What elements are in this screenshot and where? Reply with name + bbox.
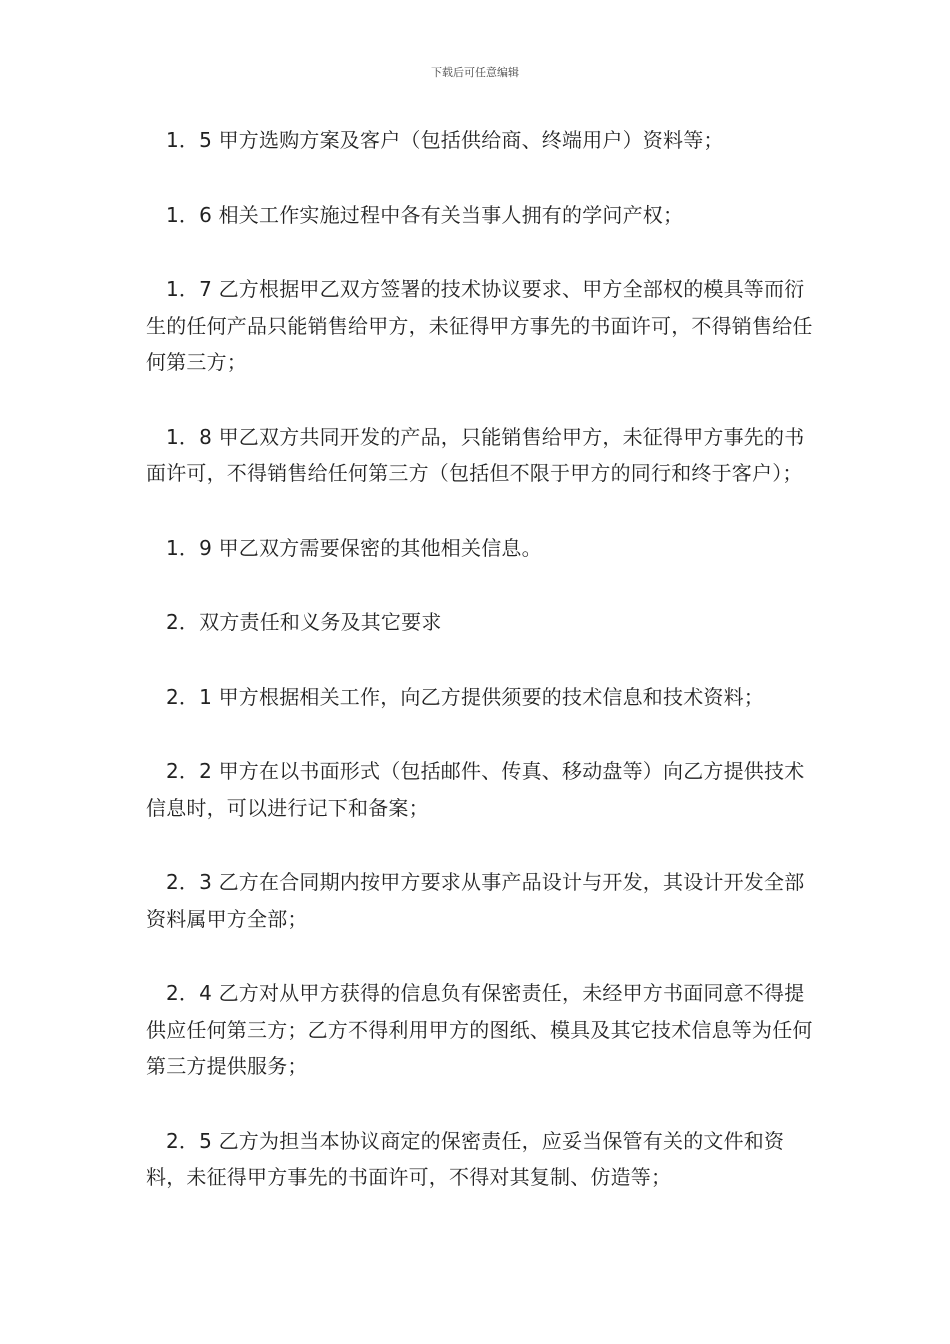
- clause-1-7: 1．7 乙方根据甲乙双方签署的技术协议要求、甲方全部权的模具等而衍生的任何产品只能销售给甲方，未征得甲方事先的书面许可，不得销售给任何第三方；: [146, 277, 813, 374]
- section-2-heading: 2．双方责任和义务及其它要求: [166, 610, 442, 634]
- clause-1-6: 1．6 相关工作实施过程中各有关当事人拥有的学问产权；: [166, 202, 684, 227]
- clause-1-9: 1．9 甲乙双方需要保密的其他相关信息。: [166, 535, 542, 560]
- clause-2-4: 2．4 乙方对从甲方获得的信息负有保密责任，未经甲方书面同意不得提供应任何第三方；乙方不得利用甲方的图纸、模具及其它技术信息等为任何第三方提供服务；: [146, 981, 813, 1078]
- clause-2-2: 2．2 甲方在以书面形式（包括邮件、传真、移动盘等）向乙方提供技术信息时，可以进行记下和备案；: [146, 759, 805, 820]
- clause-1-8: 1．8 甲乙双方共同开发的产品，只能销售给甲方，未征得甲方事先的书面许可，不得销售给任何第三方（包括但不限于甲方的同行和终于客户）；: [146, 424, 805, 485]
- clause-2-5: 2．5 乙方为担当本协议商定的保密责任，应妥当保管有关的文件和资料，未征得甲方事先的书面许可，不得对其复制、仿造等；: [146, 1128, 785, 1189]
- clause-2-1: 2．1 甲方根据相关工作，向乙方提供须要的技术信息和技术资料；: [166, 684, 765, 709]
- clause-2-3: 2．3 乙方在合同期内按甲方要求从事产品设计与开发，其设计开发全部资料属甲方全部；: [146, 870, 805, 931]
- clause-1-5: 1．5 甲方选购方案及客户（包括供给商、终端用户）资料等；: [166, 128, 724, 152]
- page-header: 下载后可任意编辑: [431, 66, 519, 79]
- document-body: [146, 122, 816, 1234]
